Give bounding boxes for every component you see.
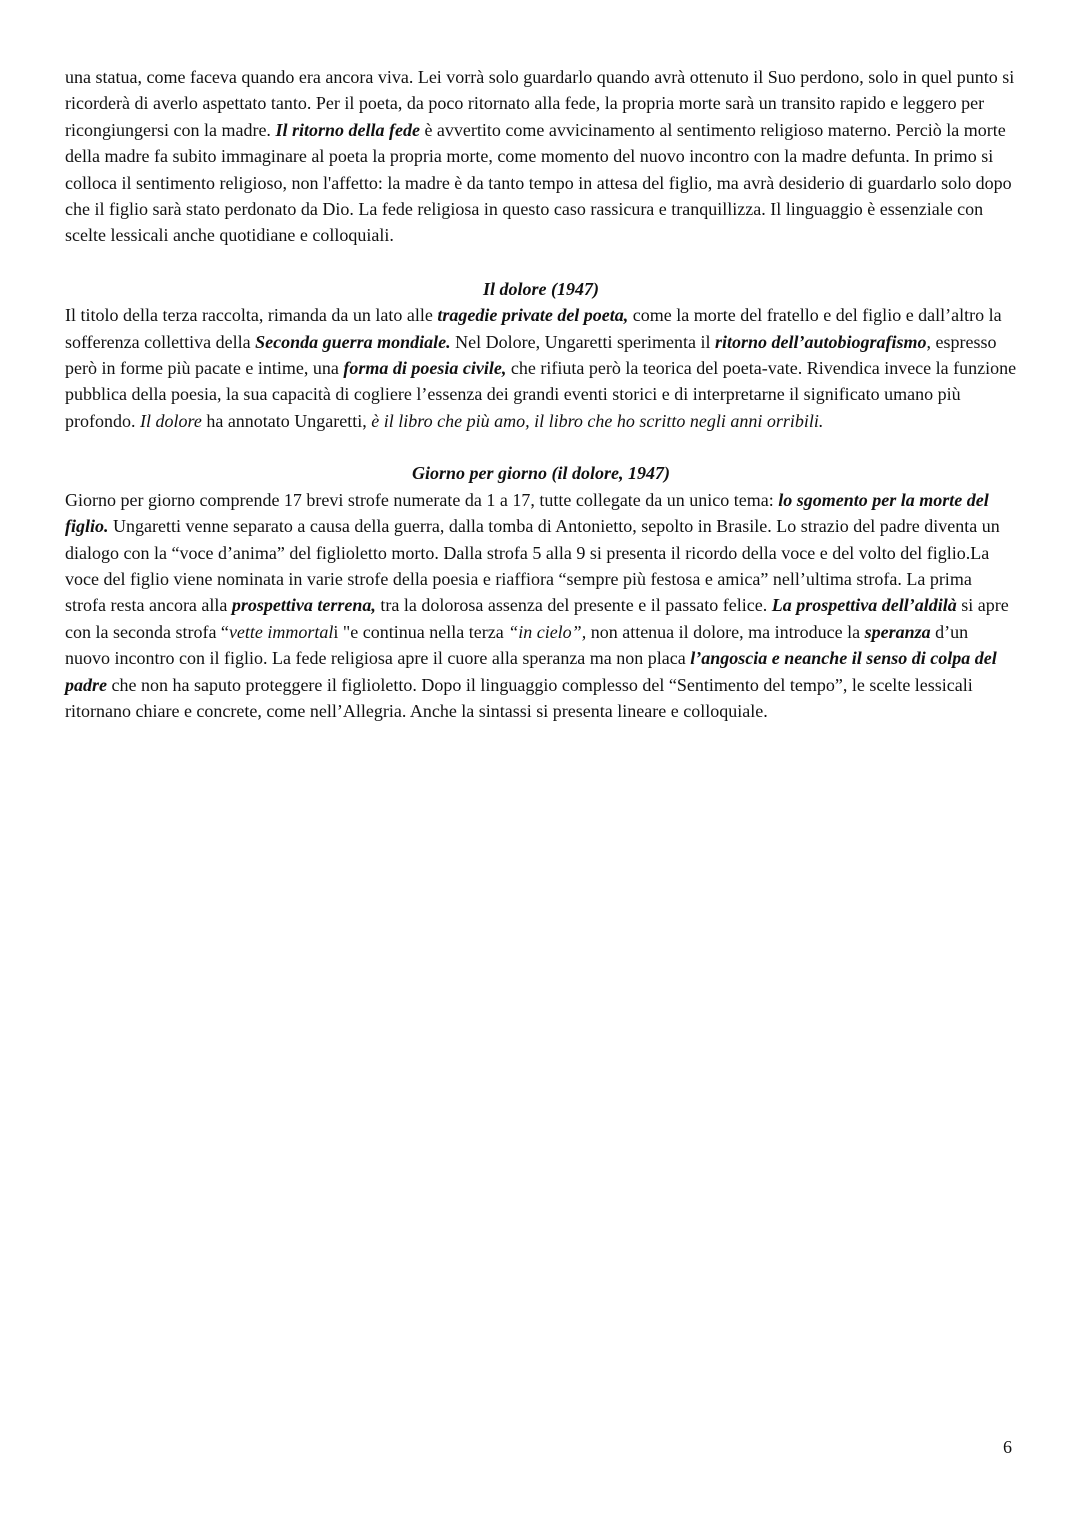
text-run: Ungaretti venne separato a causa della guerra, dalla tomba di Antonietto, sepolto in Brasile. Lo strazio del padre diventa un dialogo con la “voce d’anima” del figlioletto morto. Dalla strofa 5 alla 9 si presenta il ricordo della voce e del volto del figlio.La voce del figlio viene nominata in varie strofe della poesia e riaffiora “sempre più festosa e amica” nell’ultima strofa. La prima strofa resta ancora alla xyxy=(65,516,1000,616)
text-run: Giorno per giorno comprende 17 brevi strofe numerate da 1 a 17, tutte collegate da un unico tema: xyxy=(65,489,779,510)
italic-run: “in cielo”, xyxy=(508,621,587,642)
paragraph-madre-fede xyxy=(65,64,1017,249)
italic-run: Il dolore xyxy=(140,410,202,431)
text-run: è avvertito come avvicinamento al sentimento religioso materno. Perciò la morte della madre fa subito immaginare al poeta la propria morte, come momento del nuovo incontro con la madre defunta. In primo si colloca il sentimento religioso, non l'affetto: la madre è da tanto tempo in attesa del figlio, ma avrà desiderio di guardarlo solo dopo che il figlio sarà stato perdonato da Dio. La fede religiosa in questo caso rassicura e tranquillizza. Il linguaggio è essenziale con scelte lessicali anche quotidiane e colloquiali. xyxy=(65,119,1012,246)
page-number: 6 xyxy=(1003,1437,1012,1457)
italic-run: vette immortal xyxy=(228,621,334,642)
text-run: d’un nuovo incontro con il figlio. La fede religiosa apre il cuore alla speranza ma non placa xyxy=(65,621,969,669)
emphasis-run: Seconda guerra mondiale. xyxy=(255,331,451,352)
emphasis-run: speranza xyxy=(864,621,931,642)
text-run: che rifiuta però la teorica del poeta-vate. Rivendica invece la funzione pubblica della poesia, la sua capacità di cogliere l’essenza dei grandi eventi storici e di interpretarne il significato umano più profondo. xyxy=(65,358,1017,431)
text-run: ha annotato Ungaretti, xyxy=(201,410,372,431)
emphasis-run: l’angoscia e neanche il senso di colpa del padre xyxy=(65,648,997,695)
emphasis-run: lo sgomento per la morte del figlio. xyxy=(65,489,989,537)
text-run: , espresso però in forme più pacate e intime, una xyxy=(65,331,997,379)
emphasis-run: Il ritorno della fede xyxy=(275,119,420,140)
text-run: Nel Dolore, Ungaretti sperimenta il xyxy=(450,331,716,352)
text-run: una statua, come faceva quando era ancora viva. Lei vorrà solo guardarlo quando avrà ottenuto il Suo perdono, solo in quel punto si ricorderà di averlo aspettato tanto. Per il poeta, da poco ritornato alla fede, la propria morte sarà un transito rapido e leggero per ricongiungersi con la madre. xyxy=(65,67,1015,140)
section-heading-il-dolore: Il dolore (1947) xyxy=(483,278,599,299)
italic-run: è il libro che più amo, il libro che ho scritto negli anni orribili. xyxy=(371,410,824,431)
emphasis-run: La prospettiva dell’aldilà xyxy=(771,595,957,616)
page-content xyxy=(65,64,1017,724)
paragraph-giorno-per-giorno xyxy=(65,487,1017,725)
text-run: che non ha saputo proteggere il figlioletto. Dopo il linguaggio complesso del “Sentimento del tempo”, le scelte lessicali ritornano chiare e concrete, come nell’Allegria. Anche la sintassi si presenta lineare e colloquiale. xyxy=(65,674,973,721)
emphasis-run: tragedie private del poeta, xyxy=(437,305,629,326)
emphasis-run: prospettiva terrena, xyxy=(231,595,376,616)
text-run: si apre con la seconda strofa “ xyxy=(65,595,1009,642)
text-run: non attenua il dolore, ma introduce la xyxy=(586,621,865,642)
section-heading-giorno-per-giorno: Giorno per giorno (il dolore, 1947) xyxy=(411,463,670,484)
emphasis-run: ritorno dell’autobiografismo xyxy=(715,331,927,352)
text-run: come la morte del fratello e del figlio e dall’altro la sofferenza collettiva della xyxy=(65,305,1002,352)
emphasis-run: forma di poesia civile, xyxy=(343,358,507,379)
text-run: i "e continua nella terza xyxy=(333,621,509,642)
text-run: tra la dolorosa assenza del presente e il passato felice. xyxy=(375,595,772,616)
paragraph-il-dolore xyxy=(65,302,1017,434)
text-run: Il titolo della terza raccolta, rimanda da un lato alle xyxy=(65,305,438,326)
